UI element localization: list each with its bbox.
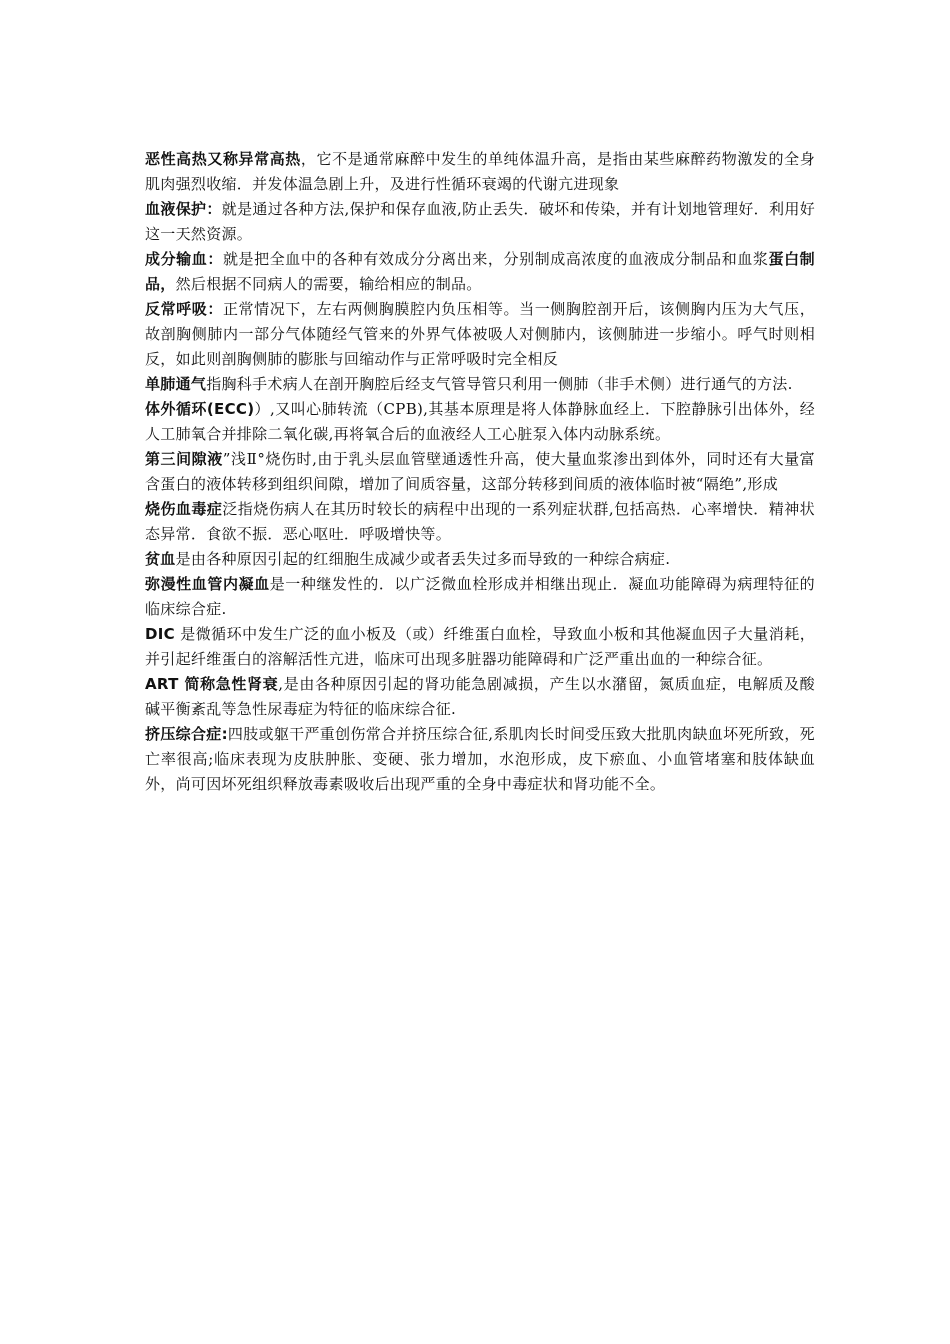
entry-term-secondary: 蛋白制品， [145, 250, 815, 293]
entry-text: 泛指烧伤病人在其历时较长的病程中出现的一系列症状群,包括高热．心率增快．精神状态异常．食欲不振．恶心呕吐．呼吸增快等。 [145, 500, 815, 543]
entry-text: 是由各种原因引起的红细胞生成减少或者丢失过多而导致的一种综合病症. [175, 550, 671, 568]
entry-text: ,是由各种原因引起的肾功能急剧减损，产生以水潴留，氮质血症，电解质及酸碱平衡紊乱等急性尿毒症为特征的临床综合征. [145, 675, 815, 718]
entry-text: 指胸科手术病人在剖开胸腔后经支气管导管只利用一侧肺（非手术侧）进行通气的方法. [206, 375, 793, 393]
entry-term: 反常呼吸： [145, 300, 223, 318]
entry-term: 第三间隙液 [145, 450, 223, 468]
entry-term: 成分输血： [145, 250, 223, 268]
entry-blood-conservation [145, 197, 815, 247]
document-page [145, 147, 815, 797]
entry-term: 贫血 [145, 550, 176, 568]
entry-dic [145, 622, 815, 672]
entry-acute-renal-failure [145, 672, 815, 722]
entry-text: 是微循环中发生广泛的血小板及（或）纤维蛋白血栓，导致血小板和其他凝血因子大量消耗，并引起纤维蛋白的溶解活性亢进，临床可出现多脏器功能障碍和广泛严重出血的一种综合征。 [145, 625, 815, 668]
entry-text: ”浅Ⅱ°烧伤时,由于乳头层血管壁通透性升高，使大量血浆渗出到体外，同时还有大量富含蛋白的液体转移到组织间隙，增加了间质容量，这部分转移到间质的液体临时被“隔绝”,形成 [145, 450, 815, 493]
entry-text: 四肢或躯干严重创伤常合并挤压综合征,系肌肉长时间受压致大批肌肉缺血坏死所致，死亡率很高;临床表现为皮肤肿胀、变硬、张力增加，水泡形成，皮下瘀血、小血管堵塞和肢体缺血外，尚可因坏死组织释放毒素吸收后出现严重的全身中毒症状和肾功能不全。 [145, 725, 815, 793]
entry-term: 挤压综合症: [145, 725, 228, 743]
entry-disseminated-coagulation [145, 572, 815, 622]
entry-term: 恶性高热又称异常高热 [145, 150, 301, 168]
entry-term: 弥漫性血管内凝血 [145, 575, 270, 593]
entry-term: 血液保护： [145, 200, 222, 218]
entry-term: 单肺通气 [145, 375, 207, 393]
entry-term: ART 简称急性肾衰 [145, 675, 279, 693]
entry-crush-syndrome [145, 722, 815, 797]
entry-extracorporeal-circulation [145, 397, 815, 447]
entry-term: DIC [145, 625, 175, 643]
entry-text: 就是把全血中的各种有效成分分离出来，分别制成高浓度的血液成分制品和血浆 [222, 250, 769, 268]
entry-text: 正常情况下，左右两侧胸膜腔内负压相等。当一侧胸腔剖开后，该侧胸内压为大气压，故剖胸侧肺内一部分气体随经气管来的外界气体被吸人对侧肺内，该侧肺进一步缩小。呼气时则相反，如此则剖胸侧肺的膨胀与回缩动作与正常呼吸时完全相反 [145, 300, 815, 368]
entry-text: ）,又叫心肺转流（CPB),其基本原理是将人体静脉血经上．下腔静脉引出体外，经人工肺氧合并排除二氧化碳,再将氧合后的血液经人工心脏泵入体内动脉系统。 [145, 400, 815, 443]
entry-text-secondary: 然后根据不同病人的需要，输给相应的制品。 [175, 275, 482, 293]
entry-term: 烧伤血毒症 [145, 500, 223, 518]
entry-anemia [145, 547, 815, 572]
entry-component-transfusion [145, 247, 815, 297]
entry-third-space-fluid [145, 447, 815, 497]
entry-term: 体外循环(ECC) [145, 400, 255, 418]
entry-one-lung-ventilation [145, 372, 815, 397]
entry-paradoxical-respiration [145, 297, 815, 372]
entry-text: 是一种继发性的．以广泛微血栓形成并相继出现止．凝血功能障碍为病理特征的临床综合症. [145, 575, 815, 618]
entry-text: ，它不是通常麻醉中发生的单纯体温升高，是指由某些麻醉药物激发的全身肌肉强烈收缩．并发体温急剧上升，及进行性循环衰竭的代谢亢进现象 [145, 150, 815, 193]
entry-malignant-hyperthermia [145, 147, 815, 197]
entry-text: 就是通过各种方法,保护和保存血液,防止丢失．破坏和传染，并有计划地管理好．利用好这一天然资源。 [145, 200, 815, 243]
entry-burn-toxemia [145, 497, 815, 547]
